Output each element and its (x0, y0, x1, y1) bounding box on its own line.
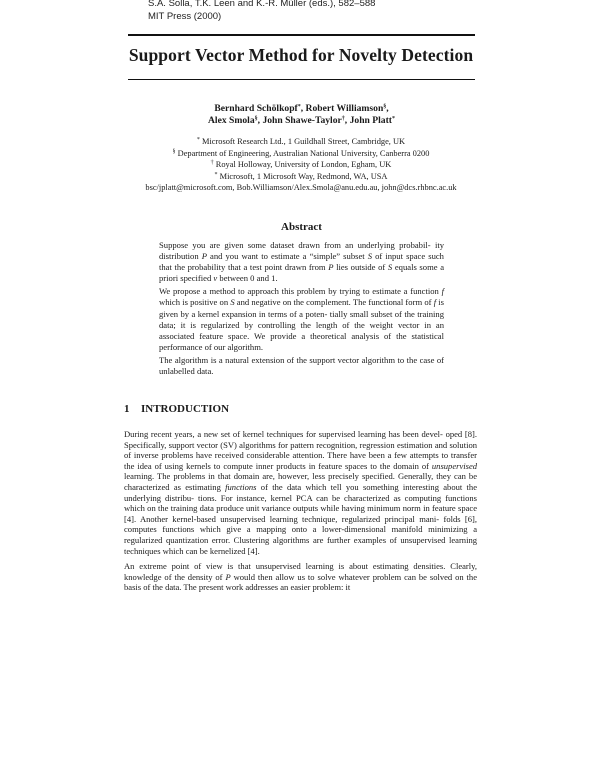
publication-editors: S.A. Solla, T.K. Leen and K.-R. Müller (eds.), 582–588 (148, 0, 376, 9)
text-line: Suppose you are given some dataset drawn from an underlying probabil- (159, 240, 431, 250)
text-run: lies outside (333, 262, 376, 273)
math-symbol: P (201, 251, 207, 262)
text-run: learning. The problems in that domain (124, 471, 260, 482)
author-emails: bsc/jplatt@microsoft.com, Bob.Williamson/Alex.Smola@anu.edu.au, john@dcs.rhbnc.ac.uk (145, 183, 457, 192)
text-line: the case of unlabelled data. (159, 354, 445, 377)
emphasis: unsupervised (431, 460, 478, 471)
text-line: minimizing a regularized quantization error. Clustering algorithms are further examples of (124, 524, 477, 545)
text-line: During recent years, a new set of kernel techniques for supervised learning has been devel- (124, 429, 443, 439)
affiliations (118, 136, 484, 194)
affil-mark: § (172, 148, 176, 155)
publication-info (148, 0, 375, 23)
affiliation-royal-holloway (118, 159, 484, 171)
affiliation-anu (118, 148, 484, 160)
text-line: are, however, less precisely specified. Generally, they can be characterized as estimating (124, 471, 477, 492)
abstract-paragraph (159, 355, 444, 377)
title-rule-top (128, 34, 475, 36)
section-number: 1 (124, 403, 130, 415)
text-line: oped [8]. Specifically, support vector (SV) algorithms for pattern recognition, regression (124, 429, 478, 450)
text-line: The algorithm is a natural extension of the support vector algorithm to (159, 354, 405, 365)
affil-mark: * (391, 116, 395, 122)
math-symbol: f (441, 286, 444, 297)
emphasis: functions (225, 481, 257, 492)
affil-text: Microsoft Research Ltd., 1 Guildhall Street, Cambridge, UK (199, 137, 406, 146)
affil-text: Microsoft, 1 Microsoft Way, Redmond, WA, USA (217, 171, 388, 181)
text-run: of input (372, 251, 403, 262)
separator: , (386, 103, 389, 114)
abstract-body (159, 240, 444, 379)
affil-text: Royal Holloway, University of London, Egham, UK (213, 160, 392, 169)
abstract-paragraph (159, 286, 444, 353)
section-body (124, 429, 477, 598)
text-line: An extreme point of view is that unsupervised learning is about estimating densities. (124, 561, 446, 572)
section-heading (124, 403, 229, 415)
separator: , (344, 115, 350, 126)
text-run: of (378, 262, 388, 273)
affil-text: Department of Engineering, Australian National University, Canberra 0200 (175, 148, 430, 158)
text-line: [4]. Another kernel-based unsupervised learning technique, regularized principal mani- (124, 513, 440, 524)
text-line: tions. For instance, kernel PCA can be characterized as computing functions which on the (124, 492, 477, 514)
affil-mark: § (383, 104, 387, 110)
text-line: estimation and solution of inverse problems have received considerable attention. There (124, 439, 477, 461)
publication-press: MIT Press (2000) (148, 11, 222, 22)
text-line: unsupervised learning techniques which can be kernelized [4]. (124, 534, 477, 556)
text-line: can be solved on the basis of the data. The present work addresses an easier problem: it (124, 571, 478, 593)
affil-mark: † (341, 116, 345, 122)
math-symbol: S (230, 297, 235, 308)
text-line: have been a few attempts to transfer the idea of using kernels to compute inner products (124, 450, 477, 471)
text-run: would then allow us to solve whatever problem (230, 571, 402, 582)
separator: , (257, 115, 263, 126)
text-run: ity distribution (159, 240, 445, 262)
affil-mark: * (196, 137, 200, 143)
affil-mark: * (214, 171, 218, 178)
text-line: tially small subset of the training data; it is regularized by controlling the (159, 308, 444, 330)
text-line: We propose a method to approach this problem by trying to estimate a (159, 286, 408, 297)
author-scholkopf: Bernhard Schölkopf (214, 103, 298, 114)
body-paragraph (124, 429, 477, 556)
text-line: theoretical analysis of the statistical performance of our algorithm. (159, 330, 444, 352)
section-title: INTRODUCTION (141, 403, 230, 415)
text-line: training data produce unit variance outputs while having minimum norm in feature space (170, 503, 478, 514)
math-symbol: P (225, 571, 231, 582)
math-symbol: S (387, 262, 393, 273)
text-run: and negative on the complement. The (234, 297, 367, 308)
title-rule-bottom (128, 79, 475, 80)
affil-mark: * (297, 104, 301, 110)
text-run: in feature spaces to the domain of (308, 460, 432, 471)
paper-title: Support Vector Method for Novelty Detection (128, 45, 474, 65)
author-smola: Alex Smola (208, 115, 255, 126)
text-line: folds [6], computes functions which give a mapping onto a lower-dimensional manifold (124, 513, 477, 535)
text-run: of the data which tell you something interesting about the underlying distribu- (124, 481, 477, 503)
author-list (128, 103, 475, 127)
math-symbol: P (328, 262, 334, 273)
text-run: Clearly, knowledge of the density of (124, 561, 478, 582)
text-run: function (410, 286, 442, 297)
text-run: space such that the probability that a test point drawn from (159, 251, 444, 273)
text-run: and you want to estimate a “simple” subset (206, 251, 368, 262)
text-run: between 0 and 1. (217, 273, 278, 284)
affiliation-microsoft-research (118, 136, 484, 148)
math-symbol: ν (213, 273, 218, 284)
affil-mark: § (254, 116, 258, 122)
text-run: which is positive on (159, 297, 231, 308)
affil-mark: † (210, 160, 214, 166)
separator: , (300, 103, 306, 114)
author-shawe-taylor: John Shawe-Taylor (262, 115, 342, 126)
abstract-paragraph (159, 240, 444, 284)
body-paragraph (124, 561, 477, 593)
author-platt: John Platt (349, 115, 392, 126)
text-run: functional form of (368, 297, 434, 308)
text-line: length of the weight vector in an associated feature space. We provide a (159, 319, 444, 341)
math-symbol: f (433, 297, 437, 308)
math-symbol: S (367, 251, 373, 262)
author-williamson: Robert Williamson (305, 103, 384, 114)
text-run: is given by a kernel expansion in terms of a poten- (159, 297, 445, 319)
affiliation-microsoft-redmond (118, 171, 484, 183)
abstract-heading: Abstract (281, 221, 322, 233)
text-run: equals some a priori specified (159, 262, 445, 284)
